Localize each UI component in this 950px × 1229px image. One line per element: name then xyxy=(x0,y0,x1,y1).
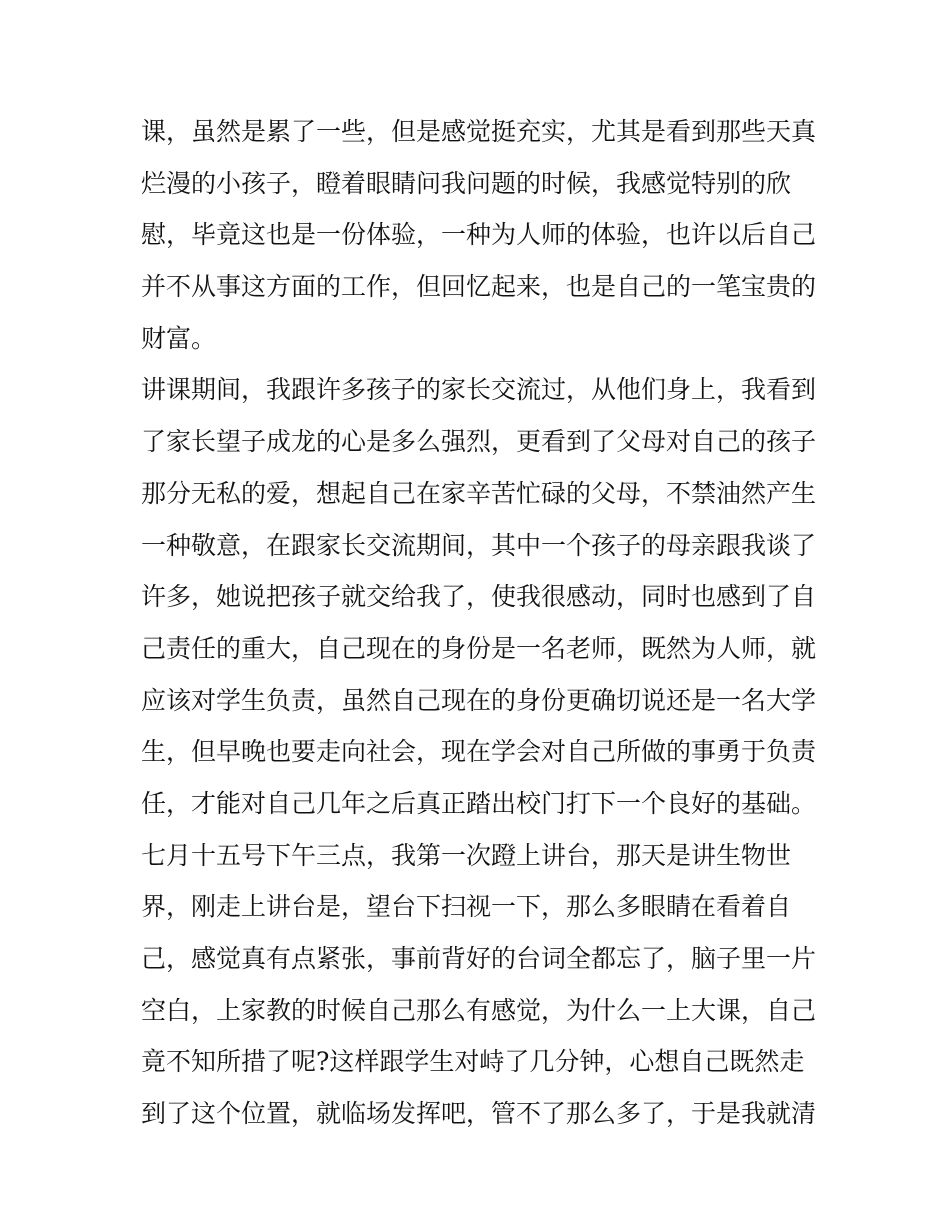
text-line: 生，但早晚也要走向社会，现在学会对自己所做的事勇于负责 xyxy=(141,737,817,767)
text-line: 讲课期间，我跟许多孩子的家长交流过，从他们身上，我看到 xyxy=(141,375,817,405)
text-line: 七月十五号下午三点，我第一次蹬上讲台，那天是讲生物世 xyxy=(141,840,792,870)
text-line: 那分无私的爱，想起自己在家辛苦忙碌的父母，不禁油然产生 xyxy=(141,478,817,508)
text-line: 空白，上家教的时候自己那么有感觉，为什么一上大课，自己 xyxy=(141,995,817,1025)
text-line: 应该对学生负责，虽然自己现在的身份更确切说还是一名大学 xyxy=(141,685,817,715)
text-line: 许多，她说把孩子就交给我了，使我很感动，同时也感到了自 xyxy=(141,582,817,612)
text-line: 财富。 xyxy=(141,323,217,353)
text-line: 竟不知所措了呢?这样跟学生对峙了几分钟，心想自己既然走 xyxy=(141,1047,805,1077)
text-line: 己，感觉真有点紧张，事前背好的台词全都忘了，脑子里一片 xyxy=(141,944,817,973)
text-line: 任，才能对自己几年之后真正踏出校门打下一个良好的基础。 xyxy=(141,788,817,818)
text-line: 课，虽然是累了一些，但是感觉挺充实，尤其是看到那些天真 xyxy=(141,117,817,146)
text-line: 了家长望子成龙的心是多么强烈，更看到了父母对自己的孩子 xyxy=(141,427,817,457)
text-line: 界，刚走上讲台是，望台下扫视一下，那么多眼睛在看着自 xyxy=(141,892,792,922)
text-line: 并不从事这方面的工作，但回忆起来，也是自己的一笔宝贵的 xyxy=(141,272,817,302)
text-line: 己责任的重大，自己现在的身份是一名老师，既然为人师，就 xyxy=(141,633,817,663)
text-line: 慰，毕竟这也是一份体验，一种为人师的体验，也许以后自己 xyxy=(141,220,817,250)
body-text xyxy=(141,106,821,1140)
text-line: 一种敬意，在跟家长交流期间，其中一个孩子的母亲跟我谈了 xyxy=(141,530,817,560)
text-line: 烂漫的小孩子，瞪着眼睛问我问题的时候，我感觉特别的欣 xyxy=(141,168,792,198)
text-line: 到了这个位置，就临场发挥吧，管不了那么多了，于是我就清 xyxy=(141,1099,817,1129)
